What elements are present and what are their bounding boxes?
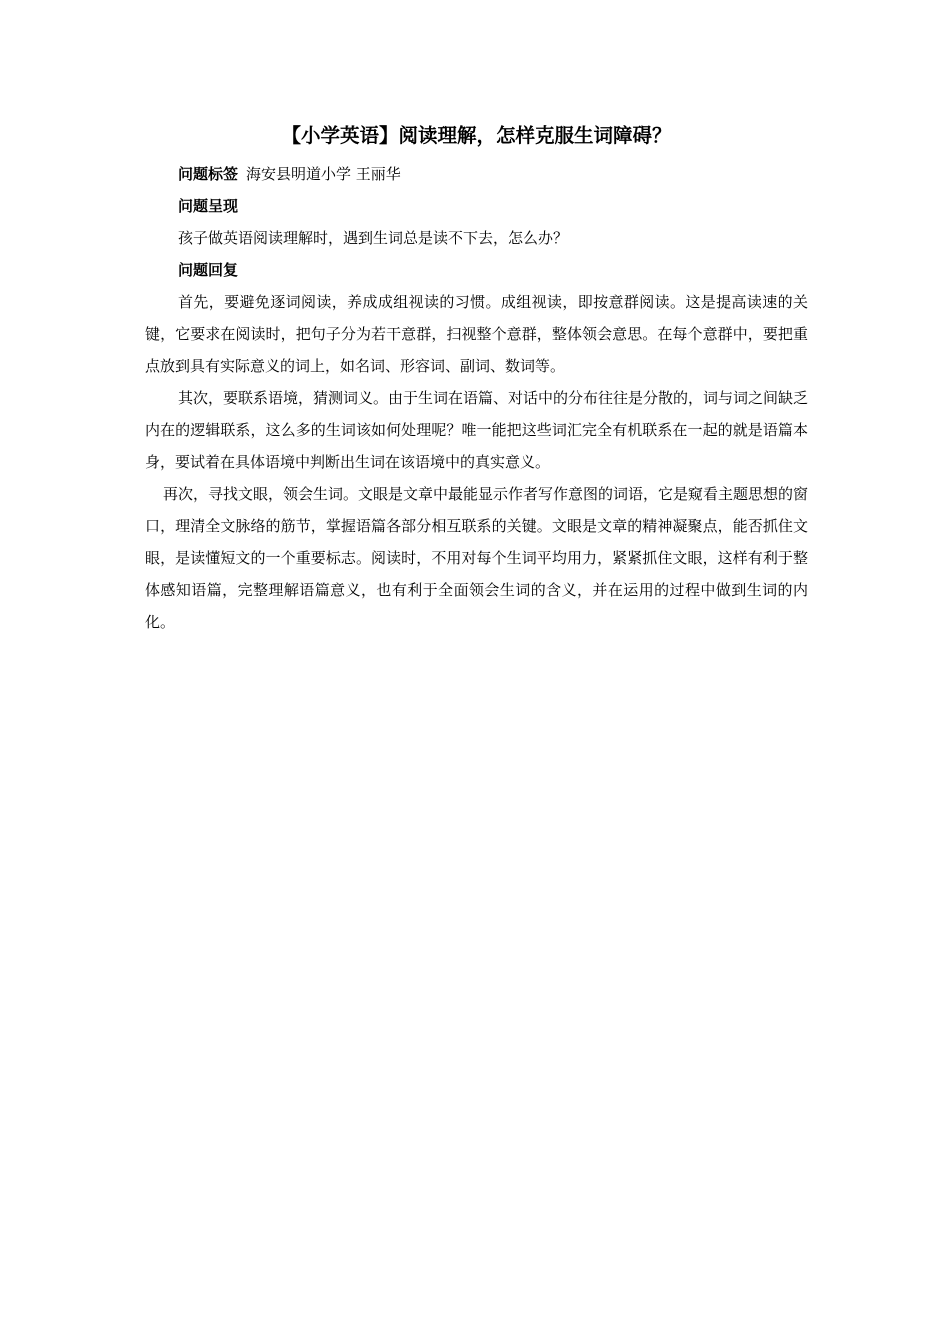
reply-paragraph-1: 首先，要避免逐词阅读，养成成组视读的习惯。成组视读，即按意群阅读。这是提高读速的关键，它要求在阅读时，把句子分为若干意群，扫视整个意群，整体领会意思。在每个意群中，要把重点放到具有实际意义的词上，如名词、形容词、副词、数词等。 bbox=[145, 293, 808, 375]
question-tag-value: 海安县明道小学 王丽华 bbox=[246, 165, 401, 183]
reply-paragraph-3: 再次，寻找文眼，领会生词。文眼是文章中最能显示作者写作意图的词语，它是窥看主题思想的窗口，理清全文脉络的筋节，掌握语篇各部分相互联系的关键。文眼是文章的精神凝聚点，能否抓住文眼，是读懂短文的一个重要标志。阅读时，不用对每个生词平均用力，紧紧抓住文眼，这样有利于整体感知语篇，完整理解语篇意义，也有利于全面领会生词的含义，并在运用的过程中做到生词的内化。 bbox=[145, 485, 809, 631]
question-reply-heading bbox=[145, 254, 808, 286]
question-presentation-text: 孩子做英语阅读理解时，遇到生词总是读不下去，怎么办？ bbox=[178, 229, 569, 247]
document-body bbox=[145, 118, 808, 638]
document-title: 【小学英语】阅读理解，怎样克服生词障碍？ bbox=[281, 124, 672, 147]
question-presentation-label: 问题呈现 bbox=[178, 197, 239, 215]
reply-paragraph-2: 其次，要联系语境，猜测词义。由于生词在语篇、对话中的分布往往是分散的，词与词之间缺乏内在的逻辑联系，这么多的生词该如何处理呢？唯一能把这些词汇完全有机联系在一起的就是语篇本身，要试着在具体语境中判断出生词在该语境中的真实意义。 bbox=[145, 389, 809, 471]
question-tag-line bbox=[145, 158, 808, 190]
question-tag-label: 问题标签 bbox=[178, 165, 239, 183]
question-presentation-heading bbox=[145, 190, 808, 222]
question-reply-label: 问题回复 bbox=[178, 261, 239, 279]
